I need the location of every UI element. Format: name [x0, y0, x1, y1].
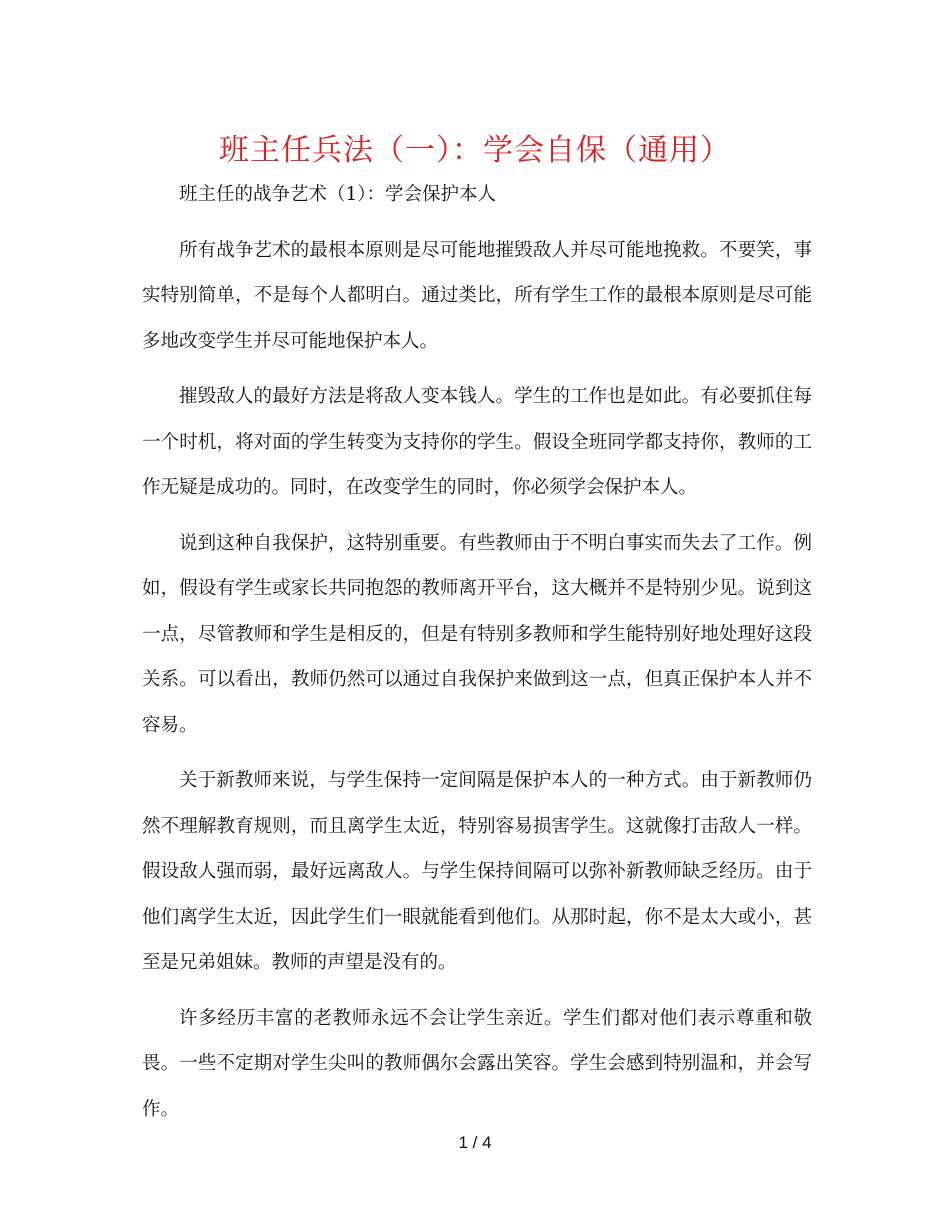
- document-title: 班主任兵法（一）：学会自保（通用）: [219, 133, 731, 168]
- document-body: [142, 172, 812, 1132]
- document-subtitle: 班主任的战争艺术（1）：学会保护本人: [179, 184, 497, 205]
- paragraph-2: 摧毁敌人的最好方法是将敌人变本钱人。学生的工作也是如此。有必要抓住每一个时机，将对面的学生转变为支持你的学生。假设全班同学都支持你，教师的工作无疑是成功的。同时，在改变学生的同时，你必须学会保护本人。: [142, 386, 812, 498]
- paragraph-5: 许多经历丰富的老教师永远不会让学生亲近。学生们都对他们表示尊重和敬畏。一些不定期对学生尖叫的教师偶尔会露出笑容。学生会感到特别温和，并会写作。: [142, 1007, 812, 1120]
- paragraph-1: 所有战争艺术的最根本原则是尽可能地摧毁敌人并尽可能地挽救。不要笑，事实特别简单，不是每个人都明白。通过类比，所有学生工作的最根本原则是尽可能多地改变学生并尽可能地保护本人。: [142, 239, 812, 352]
- page-number: 1 / 4: [458, 1133, 492, 1152]
- paragraph-3: 说到这种自我保护，这特别重要。有些教师由于不明白事实而失去了工作。例如，假设有学生或家长共同抱怨的教师离开平台，这大概并不是特别少见。说到这一点，尽管教师和学生是相反的，但是有特别多教师和学生能特别好地处理好这段关系。可以看出，教师仍然可以通过自我保护来做到这一点，但真正保护本人并不容易。: [142, 532, 812, 736]
- paragraph-4: 关于新教师来说，与学生保持一定间隔是保护本人的一种方式。由于新教师仍然不理解教育规则，而且离学生太近，特别容易损害学生。这就像打击敌人一样。假设敌人强而弱，最好远离敌人。与学生保持间隔可以弥补新教师缺乏经历。由于他们离学生太近，因此学生们一眼就能看到他们。从那时起，你不是太大或小，甚至是兄弟姐妹。教师的声望是没有的。: [142, 770, 812, 973]
